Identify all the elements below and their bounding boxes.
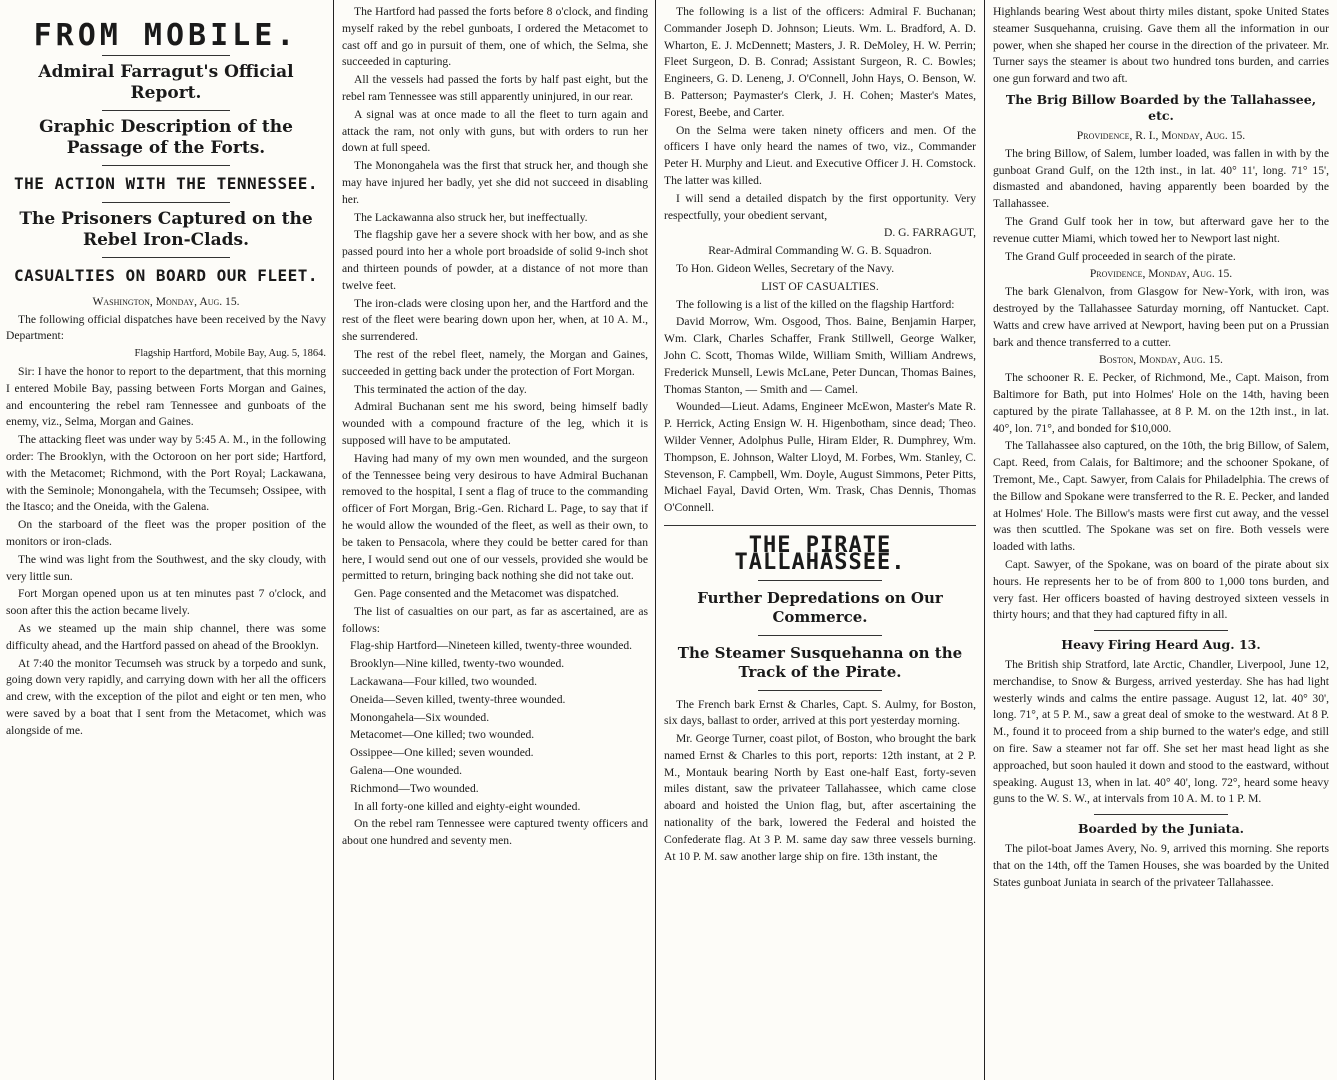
separator xyxy=(102,55,230,56)
paragraph: The rest of the rebel fleet, namely, the Morgan and Gaines, succeeded in getting back under the protection of Fort Morgan. xyxy=(342,347,648,378)
paragraph: The Tallahassee also captured, on the 10th, the brig Billow, of Salem, Capt. Reed, from Calais, for Baltimore; and the schooner Spokane, of Tremont, Me., Capt. Sawyer, from Calais for Philadelphia. The crews of the Billow and Spokane were transferred to the R. E. Pecker, and landed at Holmes' Hole. The Billow's masts were first cut away, and the vessel was then scuttled. The Spokane was set on fire. Both vessels were loaded with laths. xyxy=(993,439,1329,554)
paragraph: The Grand Gulf proceeded in search of the pirate. xyxy=(1005,249,1236,263)
paragraph: Having had many of my own men wounded, and the surgeon of the Tennessee being very desirous to have Admiral Buchanan removed to the hospital, I sent a flag of truce to the commanding officer of Fort Morgan, Brig.-Gen. Richard L. Page, to say that if he would allow the wounded of the fleet, as well as their own, to be taken to Pensacola, where they could be better cared for than here, I would send out one of our vessels, provided she would be permitted to return, bringing back nothing she did not take out. xyxy=(342,451,648,583)
paragraph: The French bark Ernst & Charles, Capt. S. Aulmy, for Boston, six days, ballast to order, arrived at this port yesterday morning. xyxy=(664,697,976,728)
list-heading: LIST OF CASUALTIES. xyxy=(761,279,879,293)
paragraph: The pilot-boat James Avery, No. 9, arrived this morning. She reports that on the 14th, off the Tamen Houses, she was boarded by the United States gunboat Juniata in search of the privateer Tallahassee. xyxy=(993,842,1329,889)
paragraph: The bring Billow, of Salem, lumber loaded, was fallen in with by the gunboat Grand Gulf, on the 12th inst., in lat. 40° 11', long. 71° 15', dismasted and abandoned, having apparently been boarded by the Tallahassee. xyxy=(993,146,1329,211)
separator xyxy=(102,202,230,203)
paragraph: On the rebel ram Tennessee were captured twenty officers and about one hundred and seventy men. xyxy=(342,817,648,848)
headline-3: THE ACTION WITH THE TENNESSEE. xyxy=(14,173,318,193)
signature-line: Rear-Admiral Commanding W. G. B. Squadron. xyxy=(708,244,932,258)
dispatch-header: Flagship Hartford, Mobile Bay, Aug. 5, 1864. xyxy=(134,348,326,360)
paragraph: Sir: I have the honor to report to the department, that this morning I entered Mobile Bay, passing between Forts Morgan and Gaines, and encountering the rebel ram Tennessee and gunboats of the enemy, viz., Selma, Morgan and Gaines. xyxy=(6,364,326,429)
paragraph: The flagship gave her a severe shock with her bow, and as she passed pourd into her a whole port broadside of solid 9-inch shot and thirteen pounds of powder, at a distance of not more than twelve feet. xyxy=(342,228,648,292)
paragraph: All the vessels had passed the forts by half past eight, but the rebel ram Tennessee was still apparently uninjured, in our rear. xyxy=(342,73,648,103)
pirate-subheadline-1: Further Depredations on Our Commerce. xyxy=(697,588,943,626)
headline-4: The Prisoners Captured on the Rebel Iron-Clads. xyxy=(19,208,313,250)
paragraph: The Hartford had passed the forts before 8 o'clock, and finding myself raked by the rebel gunboats, I ordered the Metacomet to cast off and go in pursuit of them, one of which, the Selma, she succeeded in capturing. xyxy=(342,5,648,69)
dateline: Boston, Monday, Aug. 15. xyxy=(1099,353,1223,367)
paragraph: Capt. Sawyer, of the Spokane, was on board of the pirate about six hours. He represents her to be of from 800 to 1,000 tons burden, and very fast. Her officers boasted of having destroyed sixteen vessels in thirty hours; and that they had captured fifty in all. xyxy=(993,557,1329,622)
paragraph: Fort Morgan opened upon us at ten minutes past 7 o'clock, and soon after this the action became lively. xyxy=(6,587,326,618)
casualty-line: Monongahela—Six wounded. xyxy=(350,710,490,724)
headline-1: Admiral Farragut's Official Report. xyxy=(38,61,294,103)
paragraph: I will send a detailed dispatch by the first opportunity. Very respectfully, your obedient servant, xyxy=(664,191,976,222)
paragraph: The Lackawanna also struck her, but ineffectually. xyxy=(354,210,588,224)
separator xyxy=(102,110,230,111)
paragraph: The following is a list of the officers: Admiral F. Buchanan; Commander Joseph D. Johnson; Lieuts. Wm. L. Bradford, A. D. Wharton, E. J. McDennett; Masters, J. R. DeMoley, H. W. Perrin; Fleet Surgeon, D. B. Conrad; Assistant Surgeon, R. C. Bowles; Engineers, G. D. Leneng, J. O'Connell, John Hays, O. Benson, W. B. Patterson; Paymaster's Clerk, J. H. Cohen; Master's Mates, Forest, Beebe, and Carter. xyxy=(664,5,976,119)
paragraph: On the starboard of the fleet was the proper position of the monitors or iron-clads. xyxy=(6,518,326,548)
column-rule xyxy=(984,0,985,1080)
paragraph: The British ship Stratford, late Arctic, Chandler, Liverpool, June 12, merchandise, to Snow & Burgess, arrived yesterday. She has had light westerly winds and calms the entire passage. August 12, lat. 40° 30', long. 71°, at 5 P. M., saw a great deal of smoke to the westward. At 8 P. M., found it to proceed from a ship burned to the water's edge, and still on fire. Saw a steamer not far off. She set her mast head light as she approached, but soon hauled it down and stood to the eastward, without speaking. August 13, when in lat. 40° 40', long. 72°, heard some heavy guns to the W. S. W., at intervals from 10 A. M. to 1 P. M. xyxy=(993,658,1329,806)
headline-2: Graphic Description of the Passage of the Forts. xyxy=(39,116,293,158)
casualty-line: Brooklyn—Nine killed, twenty-two wounded. xyxy=(350,657,565,671)
paragraph: The Monongahela was the first that struck her, and though she may have injured her badly, yet she did not succeed in disabling her. xyxy=(342,159,648,206)
casualty-line: Ossippee—One killed; seven wounded. xyxy=(350,746,534,760)
paragraph: In all forty-one killed and eighty-eight wounded. xyxy=(354,799,581,813)
paragraph: Highlands bearing West about thirty miles distant, spoke United States steamer Susquehanna, cruising. Gave them all the information in our power, when she shaped her course in the direction of the privateer. Mr. Turner says the steamer is about two hundred tons burden, and carries one gun forward and two aft. xyxy=(993,5,1329,86)
paragraph: Mr. George Turner, coast pilot, of Boston, who brought the bark named Ernst & Charles to this port, reports: 12th instant, at 2 P. M., Montauk bearing North by East one-half East, forty-seven miles distant, saw the privateer Tallahassee, which came close aboard and hoisted the Union flag, but, after ascertaining the nationality of the bark, lowered the Federal and hoisted the Confederate flag. At 3 P. M. same day saw three vessels burning. At 10 P. M. saw another large ship on fire. 13th instant, the xyxy=(664,732,976,863)
paragraph: Gen. Page consented and the Metacomet was dispatched. xyxy=(354,587,619,601)
casualty-line: Oneida—Seven killed, twenty-three wounded. xyxy=(350,692,566,706)
casualty-line: Galena—One wounded. xyxy=(350,764,463,778)
paragraph: The schooner R. E. Pecker, of Richmond, Me., Capt. Maison, from Baltimore for Bath, put into Holmes' Hole on the 14th, having been captured by the pirate Tallahassee, at 8 P. M. on the 12th inst., in lat. 40°, lon. 71°, and bonded for $10,000. xyxy=(993,371,1329,435)
dateline: Providence, R. I., Monday, Aug. 15. xyxy=(1076,128,1246,142)
separator xyxy=(102,257,230,258)
pirate-headline: THE PIRATE TALLAHASSEE. xyxy=(734,532,906,575)
subhead-juniata: Boarded by the Juniata. xyxy=(1077,821,1245,837)
separator xyxy=(758,690,883,691)
dateline: Providence, Monday, Aug. 15. xyxy=(1089,267,1233,281)
casualty-line: Metacomet—One killed; two wounded. xyxy=(350,728,535,742)
paragraph: The bark Glenalvon, from Glasgow for New-York, with iron, was destroyed by the Tallahassee Saturday morning, off Nantucket. Capt. Watts and crew have arrived at Newport, having been put on a Prussian bark and thence transferred to a cutter. xyxy=(993,285,1329,349)
paragraph: Wounded—Lieut. Adams, Engineer McEwon, Master's Mate R. P. Herrick, Acting Ensign W. H. Higenbotham, since dead; Theo. Wilder Venner, Adolphus Pulle, Hiram Elder, R. Dumphrey, Wm. Thompson, E. Johnson, Walter Lloyd, M. Forbes, Wm. Stanley, C. Stevenson, F. Campbell, Wm. Doyle, August Simmons, Peter Pitts, Michael Fayal, David Orten, Wm. Trask, Chas Dennis, Thomas O'Connell. xyxy=(664,400,976,515)
paragraph: The following official dispatches have been received by the Navy Department: xyxy=(6,312,326,343)
casualty-line: Richmond—Two wounded. xyxy=(350,781,479,795)
headline-5: CASUALTIES ON BOARD OUR FLEET. xyxy=(14,265,318,285)
paragraph: This terminated the action of the day. xyxy=(354,382,527,396)
separator xyxy=(102,165,230,166)
paragraph: The iron-clads were closing upon her, and the Hartford and the rest of the fleet were bearing down upon her, when, at 10 A. M., she surrendered. xyxy=(342,296,648,344)
column-rule xyxy=(655,0,656,1080)
column-4 xyxy=(987,4,1335,1078)
paragraph: The wind was light from the Southwest, and the sky cloudy, with very little sun. xyxy=(6,552,326,583)
masthead: FROM MOBILE. xyxy=(33,18,299,53)
column-2 xyxy=(336,4,654,1078)
signature-line: To Hon. Gideon Welles, Secretary of the Navy. xyxy=(676,261,895,275)
column-rule xyxy=(333,0,334,1080)
separator xyxy=(1094,814,1228,815)
paragraph: A signal was at once made to all the fleet to turn again and attack the ram, not only with guns, but with orders to run her down at full speed. xyxy=(342,107,648,155)
paragraph: As we steamed up the main ship channel, there was some difficulty ahead, and the Hartford passed on ahead of the Brooklyn. xyxy=(6,621,326,652)
paragraph: David Morrow, Wm. Osgood, Thos. Baine, Benjamin Harper, Wm. Clark, Charles Schaffer, Frank Stillwell, George Walker, John C. Scott, Thomas Wilde, William Smith, William Andrews, Frederick Munsell, Lewis McLane, Peter Duncan, Thomas Baines, Thomas Stanton, — Smith and — Camel. xyxy=(664,315,976,396)
signature-line: D. G. FARRAGUT, xyxy=(883,226,976,240)
casualty-line: Lackawana—Four killed, two wounded. xyxy=(350,675,538,689)
paragraph: Admiral Buchanan sent me his sword, being himself badly wounded with a compound fracture of the leg, which it is supposed will have to be amputated. xyxy=(342,400,648,447)
separator xyxy=(758,580,883,581)
separator xyxy=(1094,630,1228,631)
dateline: Washington, Monday, Aug. 15. xyxy=(92,294,240,308)
paragraph: The Grand Gulf took her in tow, but afterward gave her to the revenue cutter Miami, which towed her to Newport last night. xyxy=(993,214,1329,245)
paragraph: The list of casualties on our part, as far as ascertained, are as follows: xyxy=(342,604,648,635)
paragraph: At 7:40 the monitor Tecumseh was struck by a torpedo and sunk, going down very rapidly, and carrying down with her all the officers and crew, with the exception of the pilot and eight or ten men, who were saved by a boat that I sent from the Metacomet, which was alongside of me. xyxy=(6,656,326,737)
casualty-line: Flag-ship Hartford—Nineteen killed, twenty-three wounded. xyxy=(350,639,633,653)
paragraph: The attacking fleet was under way by 5:45 A. M., in the following order: The Brooklyn, with the Octoroon on her port side; Hartford, with the Metacomet; Richmond, with the Port Royal; Lackawana, with the Seminole; Monongahela, with the Tecumseh; Ossipee, with the Itasco; and the Oneida, with the Galena. xyxy=(6,433,326,514)
paragraph: The following is a list of the killed on the flagship Hartford: xyxy=(676,297,955,311)
separator xyxy=(664,525,976,526)
subhead-billow: The Brig Billow Boarded by the Tallahassee, etc. xyxy=(1005,91,1317,123)
column-1 xyxy=(0,4,332,1078)
column-3 xyxy=(658,4,982,1078)
separator xyxy=(758,635,883,636)
paragraph: On the Selma were taken ninety officers and men. Of the officers I have only heard the names of two, viz., Commander Peter H. Murphy and Lieut. and Executive Officer J. H. Comstock. The latter was killed. xyxy=(664,123,976,187)
pirate-subheadline-2: The Steamer Susquehanna on the Track of the Pirate. xyxy=(677,643,963,681)
subhead-heavy-firing: Heavy Firing Heard Aug. 13. xyxy=(1061,637,1261,653)
